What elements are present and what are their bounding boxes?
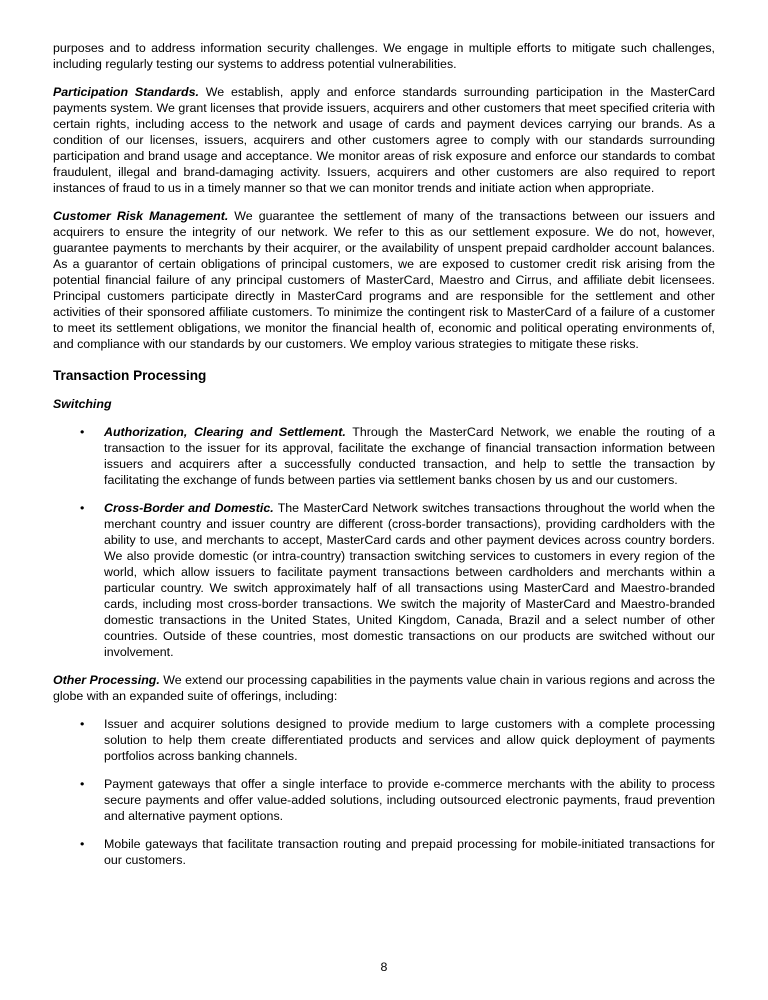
list-item-text: Payment gateways that offer a single interface to provide e-commerce merchants with the ability to process secure payments and offer value-added solutions, including outsourced electronic payments, fraud prevention and alternative payment options. <box>104 777 715 823</box>
paragraph-text: We extend our processing capabilities in the payments value chain in various regions and across the globe with an expanded suite of offerings, including: <box>53 673 715 703</box>
list-item-authorization-clearing-settlement <box>53 424 715 488</box>
paragraph-text: We establish, apply and enforce standards surrounding participation in the MasterCard payments system. We grant licenses that provide issuers, acquirers and other customers that meet specified criteria with certain rights, including access to the network and usage of cards and payment devices carrying our brands. As a condition of our licenses, issuers, acquirers and other customers agree to comply with our standards surrounding participation and brand usage and acceptance. We monitor areas of risk exposure and enforce our standards to combat fraudulent, illegal and brand-damaging activity. Issuers, acquirers and other customers are also required to report instances of fraud to us in a timely manner so that we can monitor trends and initiate action when appropriate. <box>53 85 715 195</box>
list-item-issuer-acquirer-solutions <box>53 716 715 764</box>
list-item-text: Issuer and acquirer solutions designed to provide medium to large customers with a complete processing solution to help them create differentiated products and services and allow quick deployment of payments portfolios across banking channels. <box>104 717 715 763</box>
page-number: 8 <box>380 960 388 974</box>
paragraph-participation-standards <box>53 84 715 196</box>
paragraph-lead: Customer Risk Management. <box>53 209 229 223</box>
bullet-marker: • <box>80 717 85 731</box>
other-processing-bullet-list <box>53 716 715 868</box>
bullet-marker: • <box>80 777 85 791</box>
switching-bullet-list <box>53 424 715 660</box>
bullet-marker: • <box>80 501 85 515</box>
paragraph-other-processing <box>53 672 715 704</box>
list-item-text: Mobile gateways that facilitate transaction routing and prepaid processing for mobile-initiated transactions for our customers. <box>104 837 715 867</box>
list-item-cross-border-domestic <box>53 500 715 660</box>
paragraph-text: We guarantee the settlement of many of the transactions between our issuers and acquirers to ensure the integrity of our network. We refer to this as our settlement exposure. We do not, however, guarantee payments to merchants by their acquirer, or the availability of unspent prepaid cardholder account balances. As a guarantor of certain obligations of principal customers, we are exposed to customer credit risk arising from the potential financial failure of any principal customers of MasterCard, Maestro and Cirrus, and affiliate debit licensees. Principal customers participate directly in MasterCard programs and are responsible for the settlement and other activities of their sponsored affiliate customers. To minimize the contingent risk to MasterCard of a failure of a customer to meet its settlement obligations, we monitor the financial health of, economic and political operating environments of, and compliance with our standards by our customers. We employ various strategies to mitigate these risks. <box>53 209 715 351</box>
document-content <box>53 40 715 880</box>
subheading-switching: Switching <box>53 397 112 411</box>
paragraph-customer-risk-management <box>53 208 715 352</box>
bullet-marker: • <box>80 425 85 439</box>
paragraph-lead: Participation Standards. <box>53 85 199 99</box>
list-item-lead: Cross-Border and Domestic. <box>104 501 274 515</box>
list-item-payment-gateways <box>53 776 715 824</box>
list-item-mobile-gateways <box>53 836 715 868</box>
list-item-text: Through the MasterCard Network, we enable the routing of a transaction to the issuer for its approval, facilitate the exchange of financial transaction information between issuers and acquirers after a successfully conducted transaction, and help to settle the transaction by facilitating the exchange of funds between parties via settlement banks chosen by us and our customers. <box>104 425 715 487</box>
paragraph-security-challenges <box>53 40 715 72</box>
bullet-marker: • <box>80 837 85 851</box>
paragraph-text: purposes and to address information security challenges. We engage in multiple efforts to mitigate such challenges, including regularly testing our systems to address potential vulnerabilities. <box>53 41 715 71</box>
paragraph-lead: Other Processing. <box>53 673 160 687</box>
list-item-text: The MasterCard Network switches transactions throughout the world when the merchant country and issuer country are different (cross-border transactions), providing cardholders with the ability to use, and merchants to accept, MasterCard cards and other payment devices across country borders. We also provide domestic (or intra-country) transaction switching services to customers in every region of the world, which allow issuers to facilitate payment transactions between cardholders and merchants within a particular country. We switch approximately half of all transactions using MasterCard and Maestro-branded cards, including most cross-border transactions. We switch the majority of MasterCard and Maestro-branded domestic transactions in the United States, United Kingdom, Canada, Brazil and a select number of other countries. Outside of these countries, most domestic transactions on our products are switched without our involvement. <box>104 501 715 659</box>
heading-transaction-processing: Transaction Processing <box>53 368 207 383</box>
list-item-lead: Authorization, Clearing and Settlement. <box>104 425 346 439</box>
